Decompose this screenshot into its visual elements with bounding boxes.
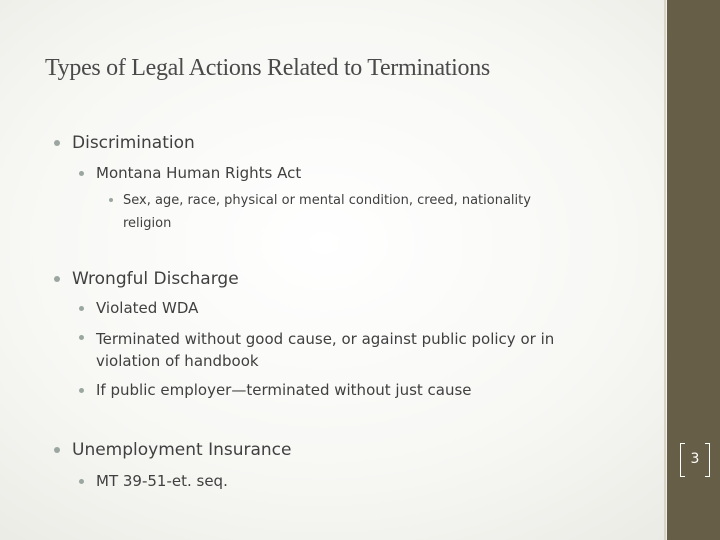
bullet-dot-icon xyxy=(79,335,84,340)
bullet-dot-icon xyxy=(109,198,113,202)
bullet-label-line2: violation of handbook xyxy=(96,352,259,370)
page-number xyxy=(680,443,710,477)
bullet-terminated-without-good-cause xyxy=(96,328,554,372)
slide-title: Types of Legal Actions Related to Terminations xyxy=(45,55,490,81)
bullet-label-line1: Sex, age, race, physical or mental condition, creed, nationality xyxy=(123,193,531,208)
bullet-violated-wda xyxy=(96,299,198,317)
bullet-label: Discrimination xyxy=(72,133,195,153)
bullet-wrongful-discharge xyxy=(72,269,239,289)
bullet-label-line1: Terminated without good cause, or against public policy or in xyxy=(96,330,555,348)
bullet-dot-icon xyxy=(54,447,60,453)
bullet-protected-classes xyxy=(123,189,531,235)
bullet-unemployment-insurance xyxy=(72,440,291,460)
bullet-dot-icon xyxy=(54,140,60,146)
bullet-label: Unemployment Insurance xyxy=(72,440,292,460)
bullet-label: Montana Human Rights Act xyxy=(96,164,302,182)
bullet-public-employer xyxy=(96,381,472,399)
bullet-label: If public employer—terminated without just cause xyxy=(96,381,472,399)
sidebar-divider xyxy=(664,0,666,540)
bullet-statute-reference xyxy=(96,472,228,490)
bullet-dot-icon xyxy=(79,388,84,393)
bullet-label-line2: religion xyxy=(123,216,172,231)
bullet-dot-icon xyxy=(79,479,84,484)
right-bracket-icon xyxy=(705,443,710,477)
bullet-montana-human-rights-act xyxy=(96,164,301,182)
bullet-label: Wrongful Discharge xyxy=(72,269,239,289)
bullet-dot-icon xyxy=(79,171,84,176)
page-number-text: 3 xyxy=(690,451,700,467)
bullet-dot-icon xyxy=(54,276,60,282)
bullet-label: Violated WDA xyxy=(96,299,199,317)
bullet-dot-icon xyxy=(79,306,84,311)
bullet-label: MT 39-51-et. seq. xyxy=(96,472,228,490)
bullet-discrimination xyxy=(72,133,195,153)
